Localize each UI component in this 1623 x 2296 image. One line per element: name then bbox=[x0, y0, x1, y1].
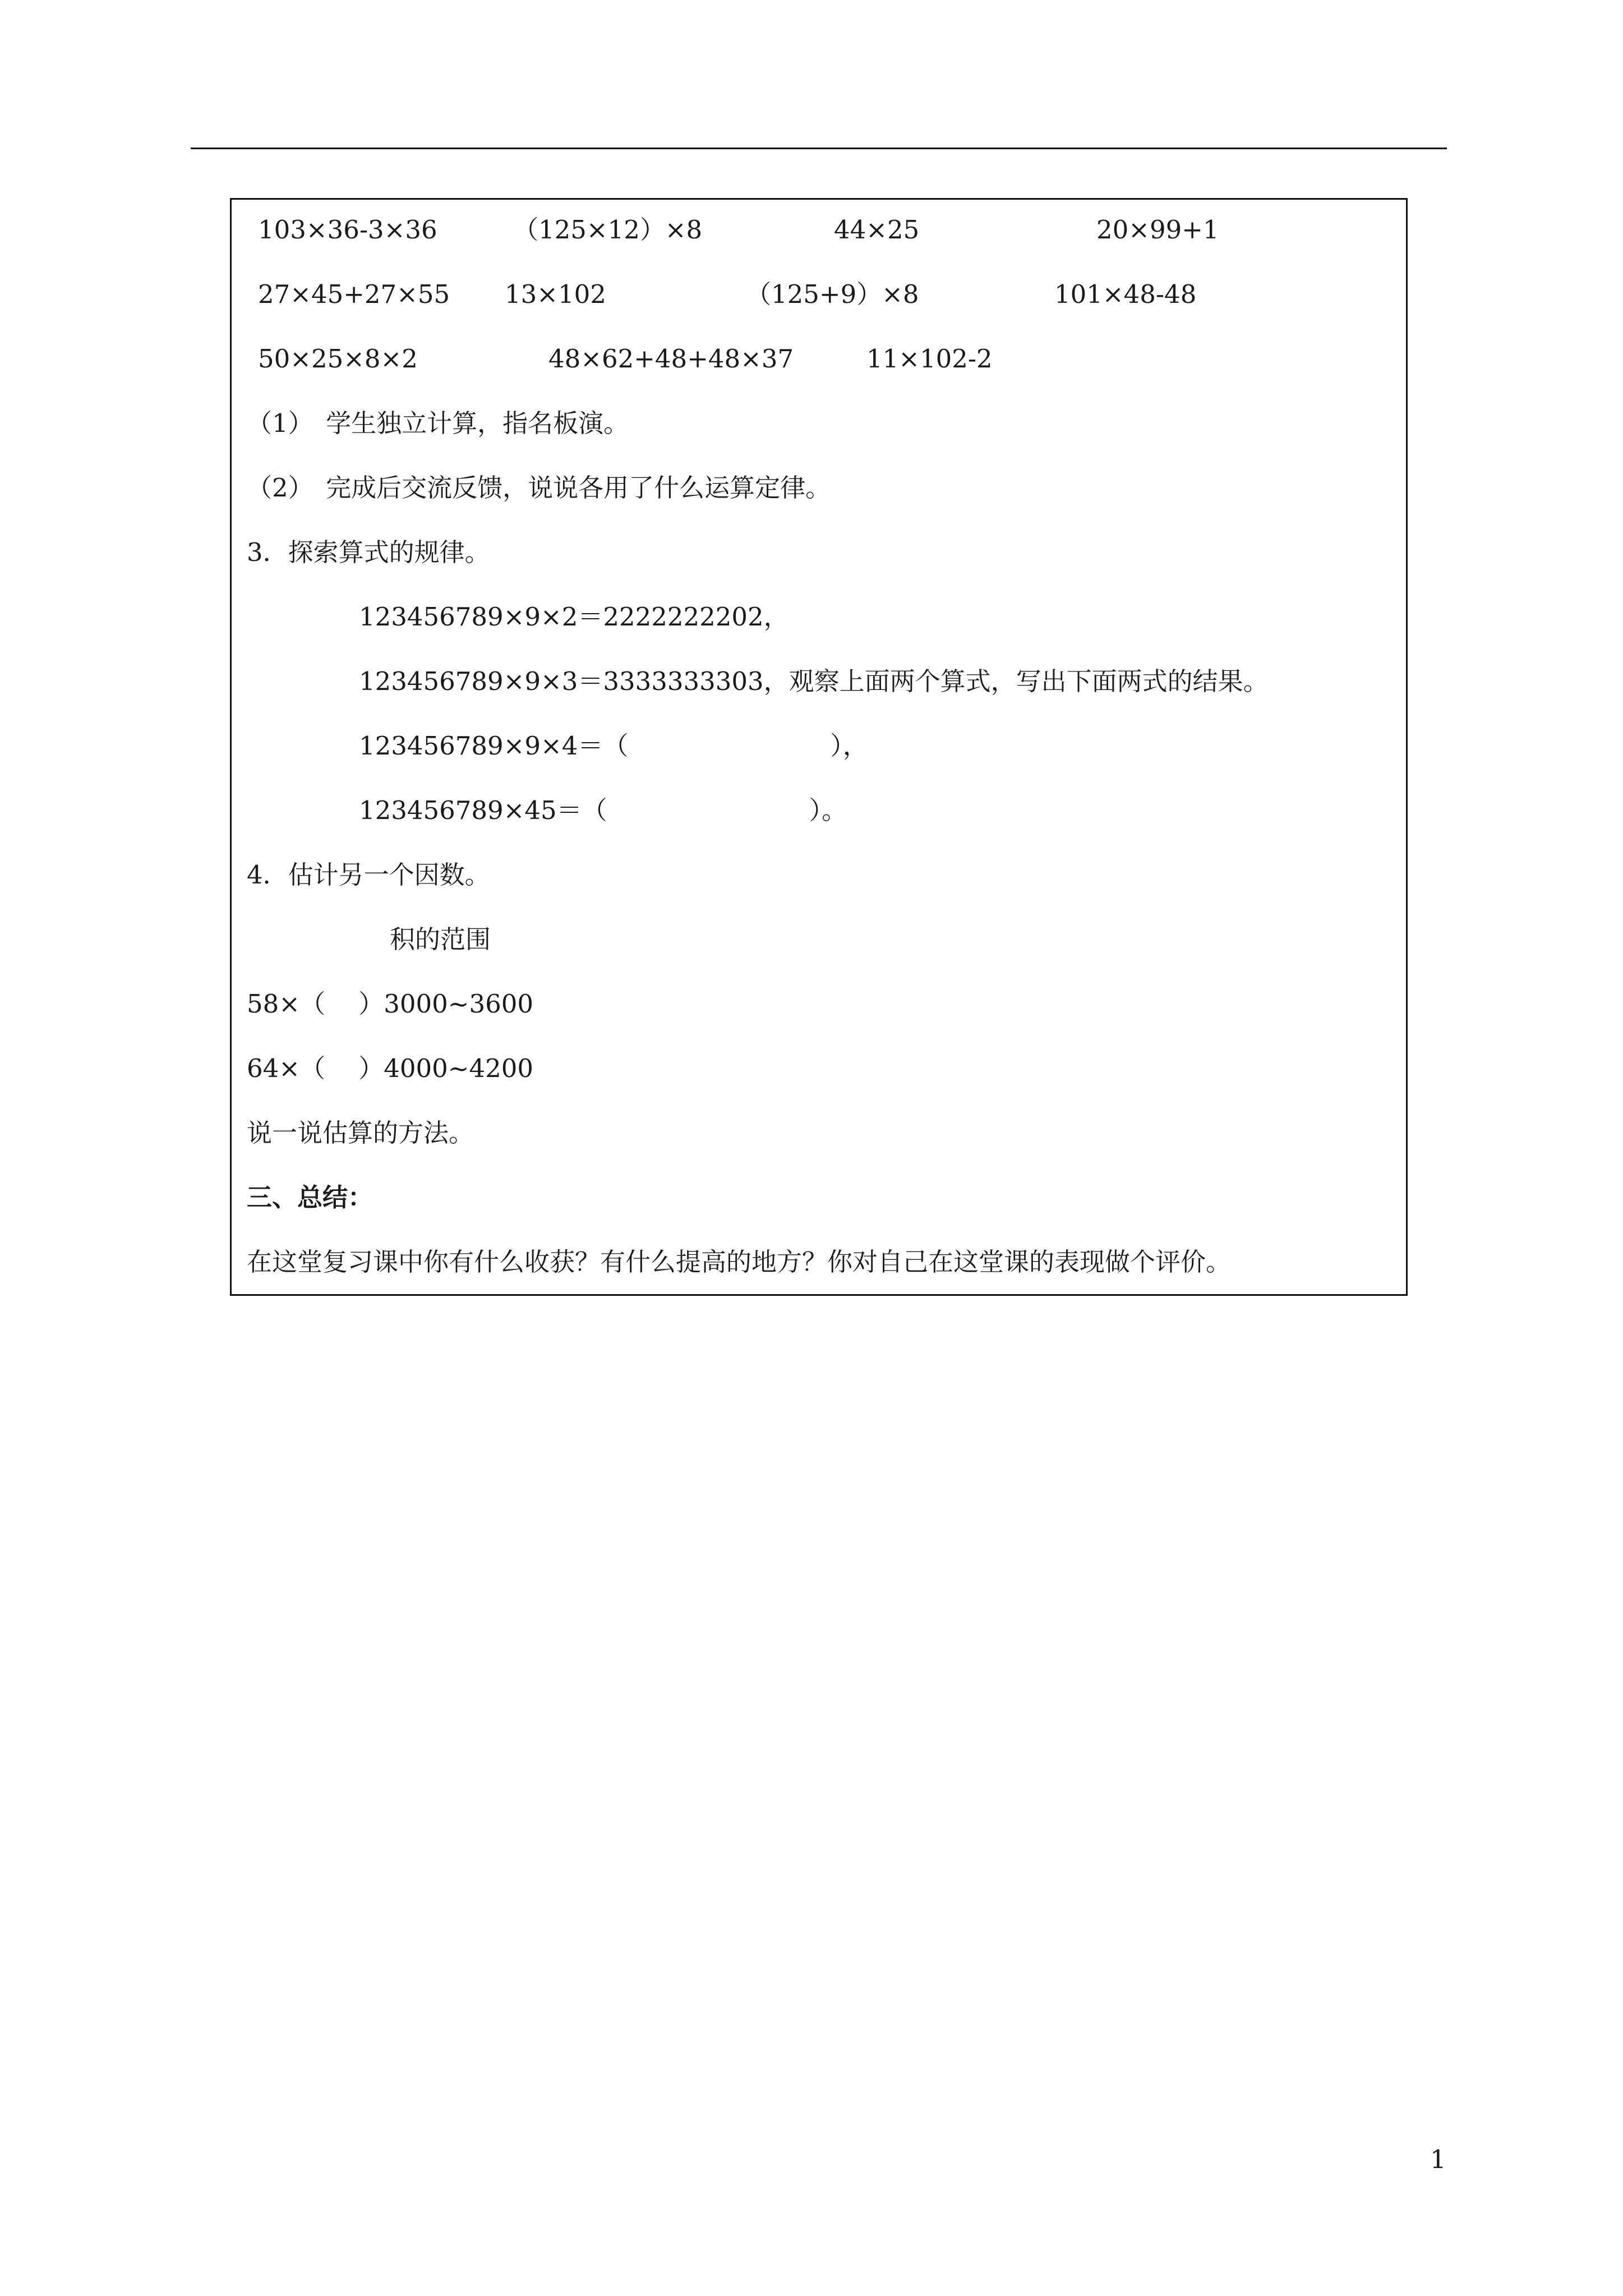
page-number: 1 bbox=[1430, 2145, 1446, 2174]
section3-line4: 123456789×45＝（ ）。 bbox=[359, 795, 847, 825]
exercise-2-1: 27×45+27×55 bbox=[258, 279, 450, 309]
exercise-1-2: （125×12）×8 bbox=[513, 215, 703, 245]
exercise-3-2: 48×62+48+48×37 bbox=[548, 344, 794, 374]
estimate-row-2: 64×（ ）4000~4200 bbox=[247, 1053, 534, 1083]
section3-line3: 123456789×9×4＝（ ）， bbox=[359, 731, 868, 761]
section4-header: 积的范围 bbox=[390, 924, 491, 954]
step-2: （2） 完成后交流反馈，说说各用了什么运算定律。 bbox=[247, 473, 831, 503]
section3-line2: 123456789×9×3＝3333333303，观察上面两个算式，写出下面两式的结果。 bbox=[359, 666, 1269, 696]
section3-line1: 123456789×9×2＝2222222202， bbox=[359, 602, 789, 632]
section4-title: 4．估计另一个因数。 bbox=[247, 860, 490, 890]
header-rule bbox=[191, 148, 1447, 149]
summary-text: 在这堂复习课中你有什么收获？有什么提高的地方？你对自己在这堂课的表现做个评价。 bbox=[247, 1247, 1232, 1277]
summary-title: 三、总结： bbox=[247, 1182, 374, 1212]
exercise-2-2: 13×102 bbox=[505, 279, 606, 309]
exercise-2-3: （125+9）×8 bbox=[746, 279, 919, 309]
step-1: （1） 学生独立计算，指名板演。 bbox=[247, 408, 629, 438]
estimate-row-1: 58×（ ）3000~3600 bbox=[247, 989, 534, 1019]
exercise-1-3: 44×25 bbox=[834, 215, 920, 245]
section3-title: 3．探索算式的规律。 bbox=[247, 537, 490, 567]
exercise-3-3: 11×102-2 bbox=[866, 344, 993, 374]
estimate-note: 说一说估算的方法。 bbox=[247, 1118, 474, 1148]
exercise-2-4: 101×48-48 bbox=[1054, 279, 1197, 309]
exercise-1-1: 103×36-3×36 bbox=[258, 215, 437, 245]
exercise-1-4: 20×99+1 bbox=[1096, 215, 1219, 245]
exercise-3-1: 50×25×8×2 bbox=[258, 344, 418, 374]
